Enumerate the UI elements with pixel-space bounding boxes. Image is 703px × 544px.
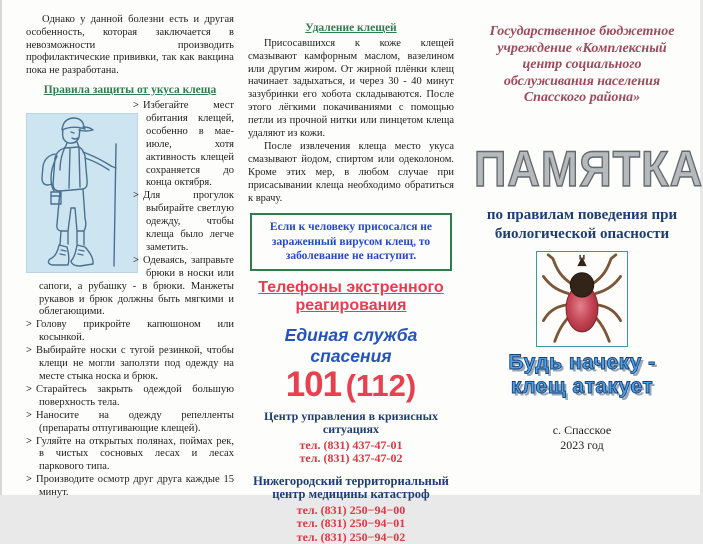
rule-text: Старайтесь закрыть одеждой большую поверхность тела. [35, 383, 234, 408]
slogan [474, 351, 690, 399]
institution-name: Государственное бюджетное учреждение «Комплексный центр социального обслуживания населения Спасского района» [489, 24, 675, 105]
disaster-center-label: Нижегородский территориальный центр медицины катастроф [253, 473, 449, 502]
removal-heading: Удаление клещей [305, 22, 397, 34]
rule-text: Производите осмотр друг друга каждые 15 минут. [35, 474, 234, 499]
rescue-service-label: Единая служба спасения [284, 324, 418, 366]
rule-marker: > [26, 435, 32, 447]
disaster-phone: тел. (831) 250−94−00 [296, 502, 406, 517]
rule-text: Избегайте мест обитания клещей, особенно в мае-июле, хотя активность клещей сохраняется до конца октября. [142, 99, 234, 189]
removal-paragraph-2: После извлечения клеща место укуса смазывают йодом, спиртом или одеколоном. Кроме этих мер, в любом случае при присасывании клеща необходимо обратиться к врачу. [247, 141, 454, 204]
rule-text: Гуляйте на открытых полянах, поймах рек, в чистых сосновых лесах и лесах паркового типа. [35, 435, 234, 473]
rescue-numbers [248, 364, 454, 408]
rule-text: Одеваясь, заправьте брюки в носки или сапоги, а рубашку - в брюки. Манжеты рукавов и брюк должны быть мягкими и облегающими. [39, 254, 234, 318]
brochure-subtitle: по правилам поведения при биологической опасности [486, 206, 678, 242]
hiker-illustration [26, 113, 138, 273]
rule-marker: > [26, 319, 32, 331]
disaster-phone: тел. (831) 250−94−02 [296, 529, 406, 544]
rules-list [26, 100, 234, 500]
rule-item [26, 410, 234, 436]
rule-item [26, 474, 234, 500]
removal-paragraph-1: Присосавшихся к коже клещей смазывают камфорным маслом, вазелином или другим жиром. От жирной плёнки клещ начинает задыхаться, и через 30 - 40 минут зазубринки его хобота складываются. После этого лёгкими покачиваниями с помощью петли из прочной нитки или пинцетом клеща удаляют из кожи. [247, 38, 454, 139]
rules-heading: Правила защиты от укуса клеща [43, 83, 217, 96]
crisis-center-label: Центр управления в кризисных ситуациях [264, 408, 438, 437]
rule-text: Выбирайте носки с тугой резинкой, чтобы клещи не могли заползти под одежду на месте стыка носка и брюк. [35, 345, 234, 383]
rule-text: Для прогулок выбирайте светлую одежду, чтобы клеща было легче заметить. [142, 190, 234, 253]
rule-marker: > [133, 99, 139, 111]
disaster-phone: тел. (831) 250−94−01 [296, 516, 406, 531]
note-box: Если к человеку присосался не зараженный вирусом клещ, то заболевание не наступит. [250, 213, 452, 271]
right-panel [474, 14, 703, 495]
left-panel [26, 14, 234, 499]
rule-text: Голову прикройте капюшоном или косынкой. [35, 319, 234, 344]
intro-paragraph: Однако у данной болезни есть и другая особенность, которая заключается в невозможности производить профилактические прививки, так как вакцина пока не разработана. [26, 14, 234, 77]
tick-illustration [536, 251, 628, 347]
middle-panel [247, 14, 454, 544]
rule-item [26, 345, 234, 384]
slogan-line-1: Будь начеку - [508, 350, 656, 374]
rule-marker: > [133, 190, 139, 202]
rule-marker: > [26, 383, 32, 395]
rule-marker: > [133, 254, 139, 266]
rescue-number-main: 101 [285, 364, 342, 404]
rule-item [26, 319, 234, 345]
rule-marker: > [26, 409, 32, 421]
tick-drawing [537, 252, 627, 346]
crisis-phone: тел. (831) 437-47-02 [299, 451, 403, 466]
rule-item [26, 384, 234, 410]
slogan-line-2: клещ атакует [510, 374, 654, 398]
emergency-phones-heading: Телефоны экстренного реагирования [258, 278, 444, 315]
rule-marker: > [26, 474, 32, 486]
brochure-title: ПАМЯТКА [474, 139, 703, 197]
year-label: 2023 год [560, 437, 604, 452]
rule-text: Наносите на одежду репелленты (препараты отпугивающие клещей). [35, 409, 234, 434]
crisis-phone: тел. (831) 437-47-01 [299, 437, 403, 452]
rule-marker: > [26, 345, 32, 357]
rescue-number-alt: (112) [345, 367, 417, 403]
place-label: с. Спасское [552, 422, 612, 437]
hiker-drawing [27, 114, 137, 272]
rule-item [26, 436, 234, 475]
